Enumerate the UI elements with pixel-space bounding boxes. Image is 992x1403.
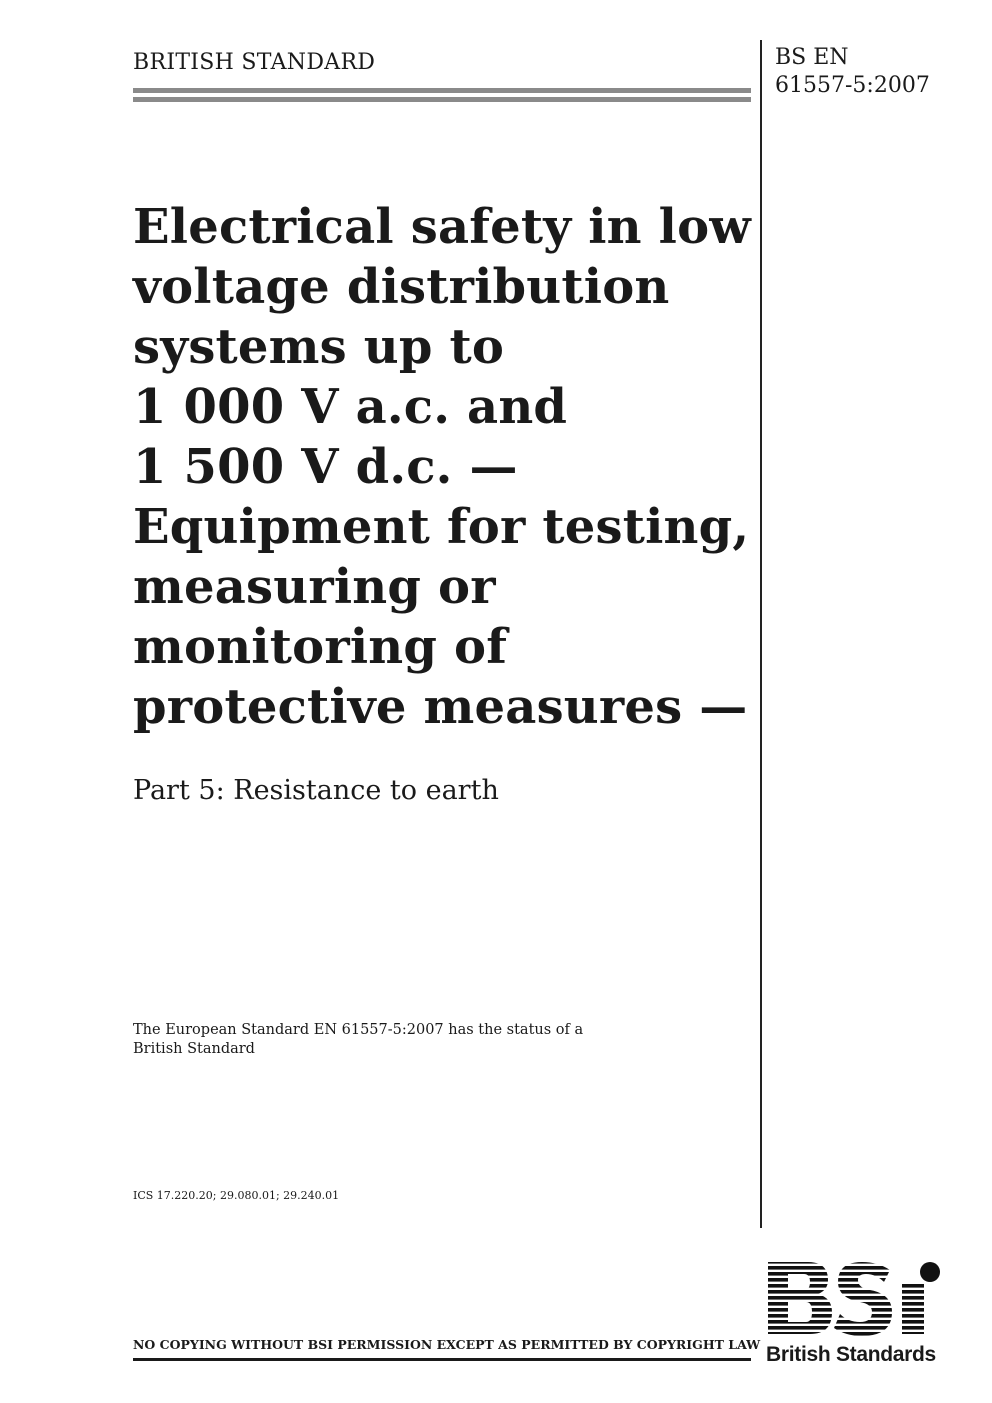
copyright-notice: NO COPYING WITHOUT BSI PERMISSION EXCEPT AS PERMITTED BY COPYRIGHT LAW — [133, 1337, 761, 1352]
standard-designation — [775, 44, 930, 100]
part-subtitle: Part 5: Resistance to earth — [133, 775, 499, 806]
designation-line-2: 61557-5:2007 — [775, 73, 930, 98]
title-line: Electrical safety in low — [133, 199, 751, 255]
ics-codes: ICS 17.220.20; 29.080.01; 29.240.01 — [133, 1189, 340, 1202]
title-line: Equipment for testing, — [133, 499, 750, 555]
document-title — [133, 197, 751, 737]
status-statement — [133, 1021, 583, 1059]
title-line: systems up to — [133, 319, 505, 375]
bsi-logo-caption: British Standards — [766, 1343, 936, 1366]
title-line: voltage distribution — [133, 259, 670, 315]
title-line: measuring or — [133, 559, 496, 615]
vertical-divider — [760, 40, 762, 1228]
header-rule-top — [133, 88, 751, 93]
title-line: 1 000 V a.c. and — [133, 379, 568, 435]
designation-line-1: BS EN — [775, 45, 849, 70]
title-line: protective measures — — [133, 679, 748, 735]
status-line-1: The European Standard EN 61557-5:2007 has the status of a — [133, 1022, 584, 1038]
header-rule-bottom — [133, 97, 751, 102]
footer-rule — [133, 1358, 751, 1361]
document-type-label: BRITISH STANDARD — [133, 50, 376, 75]
title-line: monitoring of — [133, 619, 508, 675]
title-line: 1 500 V d.c. — — [133, 439, 518, 495]
status-line-2: British Standard — [133, 1041, 255, 1057]
